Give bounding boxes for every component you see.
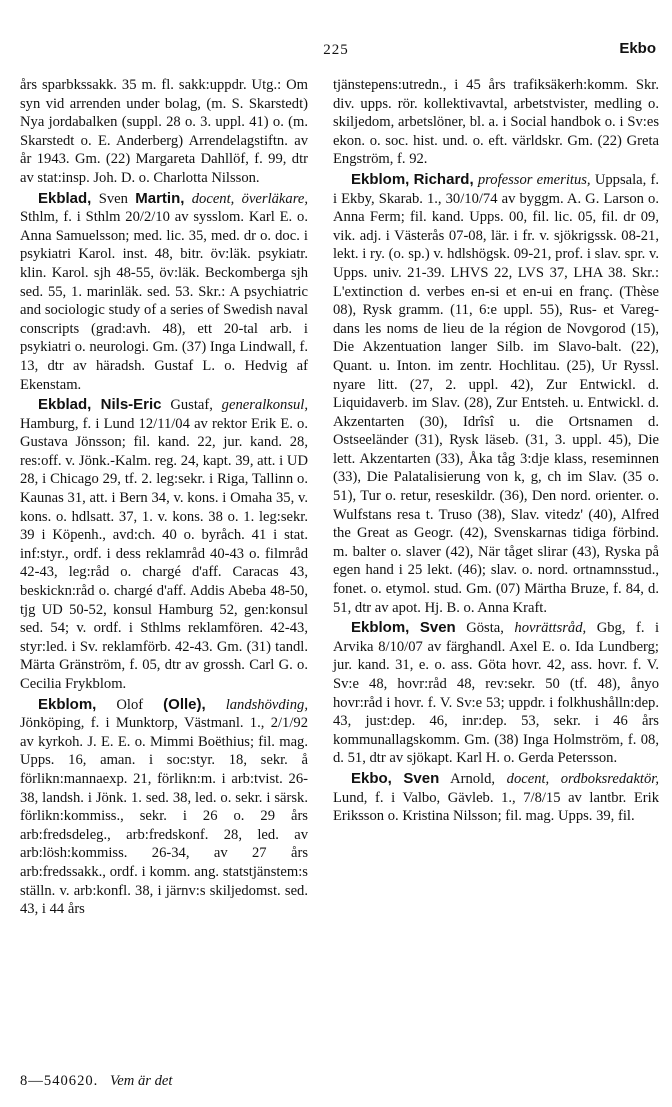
- entry-surname: Ekblom,: [38, 695, 97, 713]
- entry-body: Lund, f. i Valbo, Gävleb. 1., 7/8/15 av lantbr. Erik Eriksson o. Kristina Nilsson; fil. mag. Upps. 39, fil.: [333, 789, 659, 825]
- entry-ekblom-sven: [333, 619, 659, 768]
- entry-surname: Ekblad, Nils-Eric: [38, 396, 162, 414]
- entry-surname: Ekblom,: [351, 170, 410, 188]
- entry-given-name-bold: (Olle),: [163, 695, 206, 713]
- entry-surname: Ekbo,: [351, 769, 392, 787]
- entry-surname: Ekblom,: [351, 619, 410, 637]
- left-column: [20, 76, 308, 919]
- entry-ekblom-olof: [20, 696, 308, 919]
- entry-given-name: Sven: [98, 190, 128, 207]
- entry-body: Sthlm, f. i Sthlm 20/2/10 av sysslom. Karl E. o. Anna Samuelsson; med. lic. 35, med. dr o. doc. i psykiatri Karol. inst. 48, bitr. öv:läk. psykiatr. klin. Karol. sjh 48-55, öv:läk. Beckomberga sjh sed. 55, 1. marinläk. sed. 53. Skr.: A psychiatric and sociologic study of a series of Swedish naval conscripts (grad:avh. 48), ett 20-tal arb. i psykiatri o. neurologi. Gm. (37) Inga Lindwall, f. 13, dtr av häradsh. Gustaf L. o. Hedvig af Ekenstam.: [20, 209, 308, 393]
- entry-given-name: Olof: [116, 696, 144, 713]
- entry-ekblom-richard: [333, 171, 659, 617]
- print-signature: 8—540620.: [20, 1073, 99, 1089]
- right-column: [333, 76, 659, 826]
- entry-given-name-bold: Sven: [403, 769, 440, 787]
- continuation-text: års sparbkssakk. 35 m. fl. sakk:uppdr. Utg.: Om syn vid arrenden under bolag, (m. S. Skarstedt) Nya jordabalken (suppl. 28 o. 3. uppl. 41) o. (m. Skarstedt o. E. Anderberg) Arrendelagstiftn. av år 1943. Gm. (22) Margareta Dahllöf, f. 99, dtr av stat:insp. Joh. D. o. Charlotta Nilsson.: [20, 77, 308, 186]
- series-title: Vem är det: [109, 1073, 173, 1089]
- entry-title: landshövding,: [225, 696, 308, 713]
- entry-given-name: Arnold,: [450, 770, 496, 787]
- continuation-text: tjänstepens:utredn., i 45 års trafiksäkerh:komm. Skr. div. upps. rör. kollektivavtal, arbetstvister, medling o. skiljedom, arbetslöner, bl. a. i Social handbok o. i Sv:es ekon. o. soc. hist. und. o. eft. världskr. Gm. (22) Greta Engström, f. 92.: [333, 77, 659, 168]
- entry-given-name: Gösta,: [466, 620, 504, 637]
- entry-title: hovrättsråd,: [514, 620, 587, 637]
- entry-body: Uppsala, f. i Ekby, Skarab. 1., 30/10/74 av byggm. A. G. Larson o. Anna Ferm; fil. kand. Upps. 00, fil. lic. 05, fil. dr 09, vik. adj. i Västerås 07-08, lär. i fr. v. sjökrigssk. 08-21, lekt. i ry. (o. sp.) v. hdlshögsk. 09-21, prof. i slav. spr. v. Upps. univ. 21-39. LHVS 22, LVS 37, LHA 38. Skr.: L'extinction d. verbes en-si et en-ui en franç. (Thèse 08), Rysk gramm. (11, 6:e uppl. 55), Rus- et Vareg- dans les noms de lieu de la région de Novgorod (15), Die Akzentuation langer Silb. im Slavo-balt. (22), Quant. u. Inton. im zentr. Hochlitau. (25), Ur Ryssl. nyare litt. (27, 2. uppl. 42), Zur Entwickl. d. Liquidaverb. im Slav. (28), Zur Entsteh. u. Entwickl. d. Akzentarten (30), Idrîsî u. die Ortsnamen d. Ostseeländer (31), Rysk läseb. (31, 3. uppl. 45), Die lett. Akzentarten (33), Åka tåg 3:dje klass, reseminnen (33), Die Palatalisierung von k, g, ch im Slav. (35 o. 51), Tur o. retur, reseskildr. (36), Den nord. orienter. o. Wulfstans resa t. Truso (38), Slav. vitedz' (40), Alfred the Great as Geogr. (42), Svenskarnas tidiga förbind. m. balter o. slaver (42), När tåget slirar (43), Ryska på egen hand i 25 lekt. (46); slav. o. nord. ortnamnsstud., fonet. o. etymol. stud. Gm. (07) Märtha Bruze, f. 84, d. 51, dtr av apot. Hj. B. o. Anna Kraft.: [333, 171, 660, 616]
- entry-title: docent, ordboksredaktör,: [506, 770, 659, 787]
- entry-title: generalkonsul,: [221, 397, 309, 414]
- entry-title: professor emeritus,: [477, 171, 591, 188]
- entry-given-name: Gustaf,: [170, 397, 213, 414]
- entry-ekbo-sven: [333, 770, 659, 826]
- running-head: Ekbo: [619, 40, 656, 57]
- entry-given-name-bold: Richard,: [413, 170, 474, 188]
- entry-ekblad-nils-eric: [20, 396, 308, 694]
- entry-given-name-bold: Martin,: [135, 189, 185, 207]
- entry-body: Jönköping, f. i Munktorp, Västmanl. 1., 2/1/92 av kyrkoh. J. E. E. o. Mimmi Boëthius; fil. mag. Upps. 16, aman. i soc:styr. 18, sekr. å förlikn:mannaexp. 21, förlikn:m. i arb:tvist. 26-38, landsh. i Jönk. 1. sed. 38, led. o. sekr. i särsk. förlikn:kommiss., sekr. i 26 o. 29 års arb:fredsdeleg., arb:fredskonf. 28, led. av arb:lösh:kommiss. 26-34, av 27 års arb:fredssakk., ordf. i komm. ang. statstjänstem:s ställn. v. arb:konfl. 38, i järnv:s skiljedomst. sed. 43, i 44 års: [20, 715, 308, 918]
- page-number: 225: [323, 42, 349, 58]
- entry-ekblad-sven: [20, 190, 308, 395]
- entry-body: Gbg, f. i Arvika 8/10/07 av färghandl. Axel E. o. Ida Lundberg; jur. kand. 31, e. o. ass. Göta hovr. 42, ass. hovr. f. V. Sv:e 48, hovr:råd 48, rev:sekr. 50 (tf. 48), ånyo hovr:råd i hovr. f. V. Sv:e 53; uppdr. i folkhushålln:dep. 43, just:dep. 46, inr:dep. 53, sekr. i 46 års kommunallagskomm. Gm. (38) Inga Holmström, f. 08, d. 51, dtr av sjökapt. Karl H. o. Gerda Petersson.: [333, 620, 660, 767]
- entry-title: docent, överläkare,: [191, 190, 308, 207]
- entry-given-name-bold: Sven: [419, 619, 456, 637]
- footer: [20, 1073, 172, 1090]
- entry-body: Hamburg, f. i Lund 12/11/04 av rektor Erik E. o. Gustava Jönsson; fil. kand. 22, jur. kand. 28, res:off. v. Jönk.-Kalm. reg. 24, kapt. 39, att. i UD 28, i Chicago 29, tf. 2. leg:sekr. i Riga, Tallinn o. Kaunas 31, att. i Bern 34, v. kons. i Omaha 35, v. kons. o. hdlsatt. 37, 1. v. kons. 38 o. 1. leg:sekr. 39 i Köpenh., avd:ch. 40 o. byråch. 41 i stat. inf:styr., ordf. i dess reklamråd 40-43 o. filmråd 42-43, leg:råd o. chargé d'aff. Caracas 43, beskickn:råd o. chargé d'aff. Addis Abeba 48-50, tjg UD 50-52, konsul Hamburg 52, gen:konsul sed. 54; v. ordf. i Sthlms reklamfören. 42-43, styr:led. i Sv. reklamförb. 42-43. Gm. (31) tandl. Märta Gränström, f. 05, dtr av grossh. Carl G. o. Cecilia Frykblom.: [20, 415, 308, 692]
- entry-surname: Ekblad,: [38, 189, 92, 207]
